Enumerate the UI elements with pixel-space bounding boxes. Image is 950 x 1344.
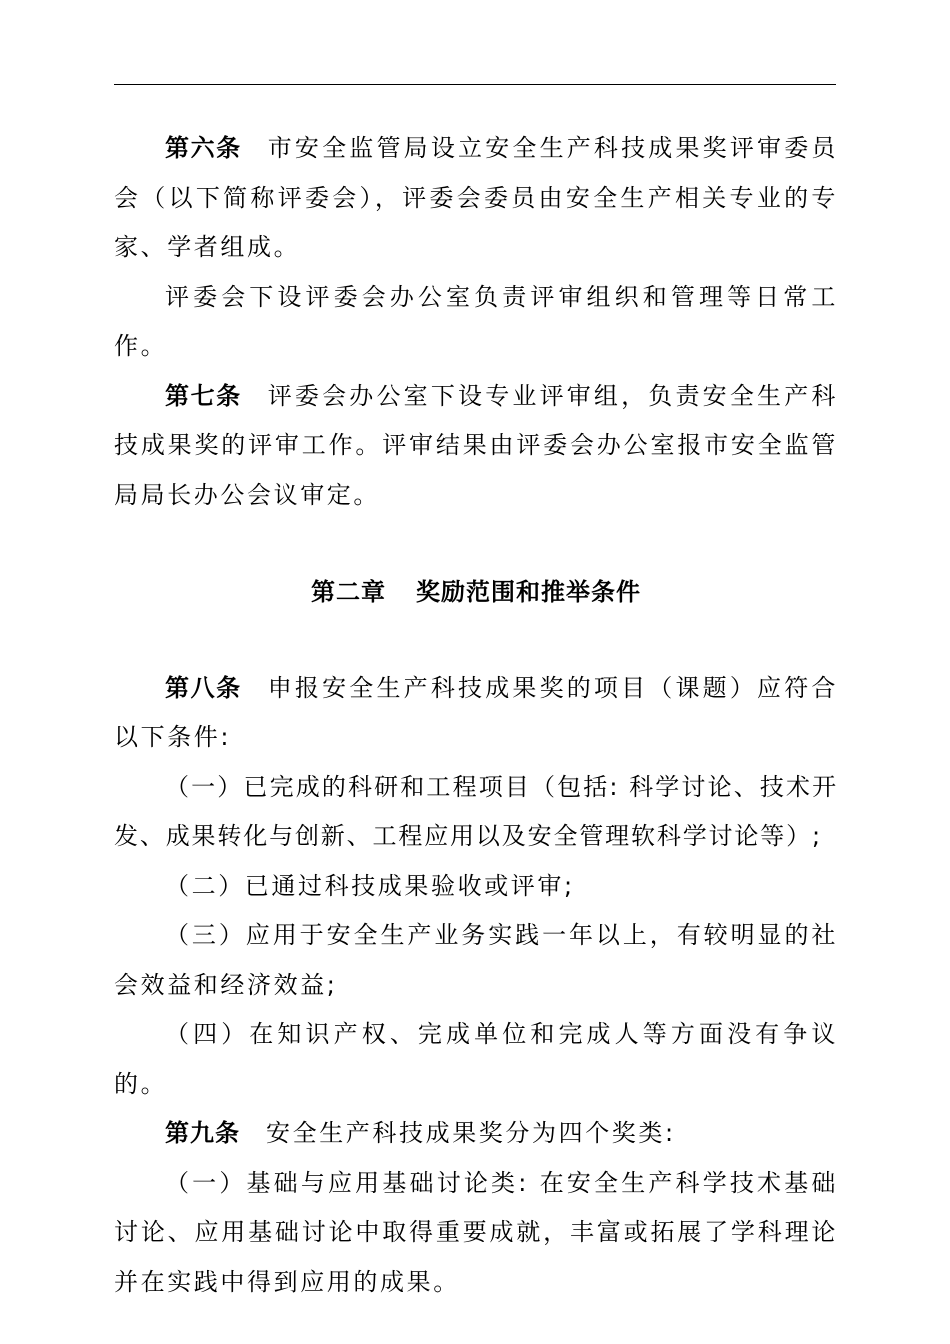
article-9-text: 安全生产科技成果奖分为四个奖类:	[266, 1119, 676, 1147]
article-9-title: 第九条	[165, 1119, 240, 1147]
header-rule	[114, 84, 836, 85]
article-9	[114, 1109, 838, 1159]
chapter-heading	[114, 568, 838, 618]
article-7-text: 评委会办公室下设专业评审组，负责安全生产科技成果奖的评审工作。评审结果由评委会办公室报市安全监管局局长办公会议审定。	[114, 381, 838, 509]
article-8-text: 申报安全生产科技成果奖的项目（课题）应符合以下条件:	[114, 673, 838, 751]
article-8-item-3: （三）应用于安全生产业务实践一年以上，有较明显的社会效益和经济效益;	[114, 921, 838, 999]
document-body	[114, 124, 838, 1307]
article-8-title: 第八条	[165, 673, 242, 702]
committee-office-paragraph: 评委会下设评委会办公室负责评审组织和管理等日常工作。	[114, 282, 838, 360]
article-9-item-1: （一）基础与应用基础讨论类: 在安全生产科学技术基础讨论、应用基础讨论中取得重要成就，丰富或拓展了学科理论并在实践中得到应用的成果。	[114, 1168, 838, 1296]
article-7-title: 第七条	[165, 381, 242, 410]
article-7	[114, 372, 838, 521]
article-6	[114, 124, 838, 273]
chapter-title: 奖励范围和推举条件	[416, 578, 641, 606]
chapter-number: 第二章	[311, 578, 386, 606]
article-6-title: 第六条	[165, 134, 242, 162]
article-8-item-4: （四）在知识产权、完成单位和完成人等方面没有争议的。	[114, 1020, 838, 1098]
article-8-item-2: （二）已通过科技成果验收或评审;	[165, 871, 575, 900]
article-8-item-1: （一）已完成的科研和工程项目（包括: 科学讨论、技术开发、成果转化与创新、工程应用以及安全管理软科学讨论等）;	[114, 772, 838, 850]
article-6-text: 市安全监管局设立安全生产科技成果奖评审委员会（以下简称评委会），评委会委员由安全生产相关专业的专家、学者组成。	[114, 134, 838, 261]
article-8	[114, 664, 838, 763]
